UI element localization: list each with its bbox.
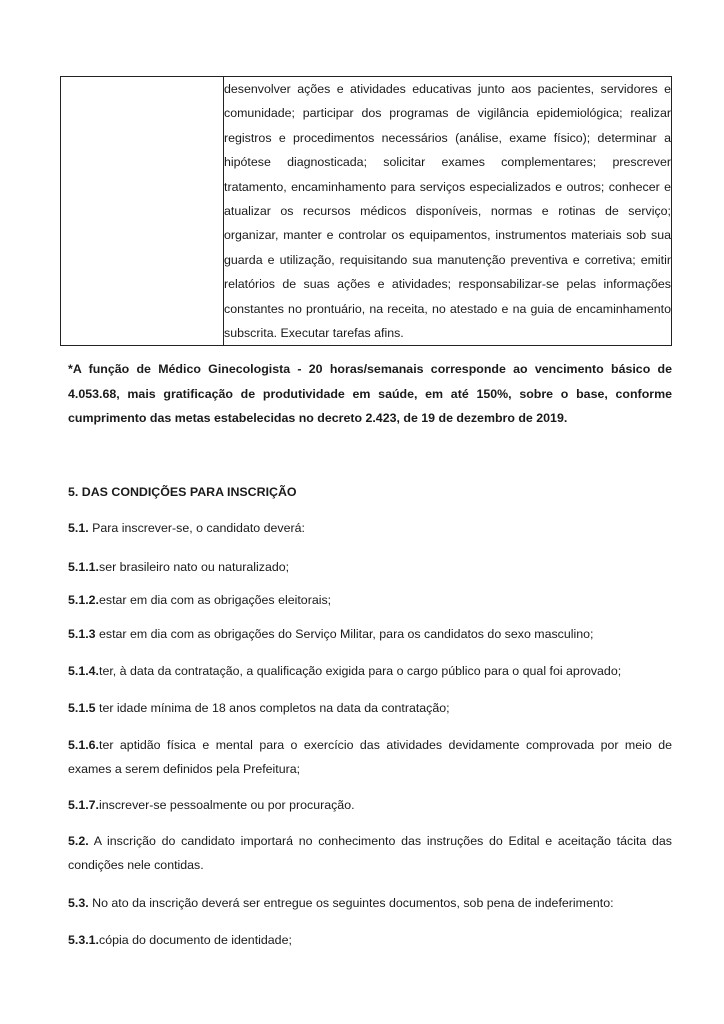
clause-5-1-7 — [68, 793, 672, 817]
clause-5-3-1 — [68, 928, 672, 952]
clause-5-3 — [68, 891, 672, 915]
clause-number: 5.3. — [68, 896, 89, 910]
clause-text: inscrever-se pessoalmente ou por procuração. — [99, 798, 355, 812]
clause-number: 5.1.1. — [68, 560, 100, 574]
clause-5-2 — [68, 829, 672, 878]
job-description-table — [60, 76, 672, 346]
clause-number: 5.1.2. — [68, 593, 100, 607]
section-heading: 5. DAS CONDIÇÕES PARA INSCRIÇÃO — [68, 485, 297, 499]
clause-text: ter aptidão física e mental para o exercício das atividades devidamente comprovada por meio de exames a serem definidos pela Prefeitura; — [68, 738, 672, 777]
clause-text: estar em dia com as obrigações do Serviço Militar, para os candidatos do sexo masculino; — [95, 627, 594, 641]
clause-5-1-3 — [68, 622, 672, 646]
clause-number: 5.1.6. — [68, 738, 100, 752]
clause-5-1-1 — [68, 555, 672, 579]
clause-number: 5.1.5 — [68, 701, 96, 715]
clause-text: No ato da inscrição deverá ser entregue os seguintes documentos, sob pena de indeferimento: — [88, 896, 614, 910]
clause-number: 5.1. — [68, 521, 89, 535]
clause-text: Para inscrever-se, o candidato deverá: — [88, 521, 305, 535]
clause-text: ser brasileiro nato ou naturalizado; — [99, 560, 290, 574]
clause-text: ter idade mínima de 18 anos completos na data da contratação; — [95, 701, 450, 715]
salary-note: *A função de Médico Ginecologista - 20 horas/semanais corresponde ao vencimento básico de 4.053.68, mais gratificação de produtividade em saúde, em até 150%, sobre o base, conforme cumprimento das metas estabelecidas no decreto 2.423, de 19 de dezembro de 2019. — [68, 362, 672, 426]
clause-5-1-5 — [68, 696, 672, 720]
clause-5-1-6 — [68, 733, 672, 782]
clause-number: 5.1.4. — [68, 664, 100, 678]
clause-number: 5.3.1. — [68, 933, 100, 947]
clause-number: 5.2. — [68, 834, 89, 848]
clause-number: 5.1.7. — [68, 798, 100, 812]
clause-5-1 — [68, 516, 672, 540]
job-duties-text: desenvolver ações e atividades educativas junto aos pacientes, servidores e comunidade; participar dos programas de vigilância epidemiológica; realizar registros e procedimentos necessários (análise, exame físico); determinar a hipótese diagnosticada; solicitar exames complementares; prescrever tratamento, encaminhamento para serviços especializados e outros; conhecer e atualizar os recursos médicos disponíveis, normas e rotinas de serviço; organizar, manter e controlar os equipamentos, instrumentos materiais sob sua guarda e utilização, requisitando sua manutenção preventiva e corretiva; emitir relatórios de suas ações e atividades; responsabilizar-se pelas informações constantes no prontuário, na receita, no atestado e na guia de encaminhamento subscrita. Executar tarefas afins. — [224, 82, 671, 341]
table-row — [61, 77, 672, 346]
clause-text: estar em dia com as obrigações eleitorais; — [99, 593, 332, 607]
clause-text: A inscrição do candidato importará no conhecimento das instruções do Edital e aceitação tácita das condições nele contidas. — [68, 834, 672, 873]
clause-number: 5.1.3 — [68, 627, 96, 641]
job-duties-cell — [224, 77, 672, 346]
clause-text: ter, à data da contratação, a qualificação exigida para o cargo público para o qual foi aprovado; — [99, 664, 622, 678]
job-title-cell — [61, 77, 224, 346]
clause-5-1-4 — [68, 659, 672, 683]
clause-text: cópia do documento de identidade; — [99, 933, 292, 947]
clause-5-1-2 — [68, 588, 672, 612]
